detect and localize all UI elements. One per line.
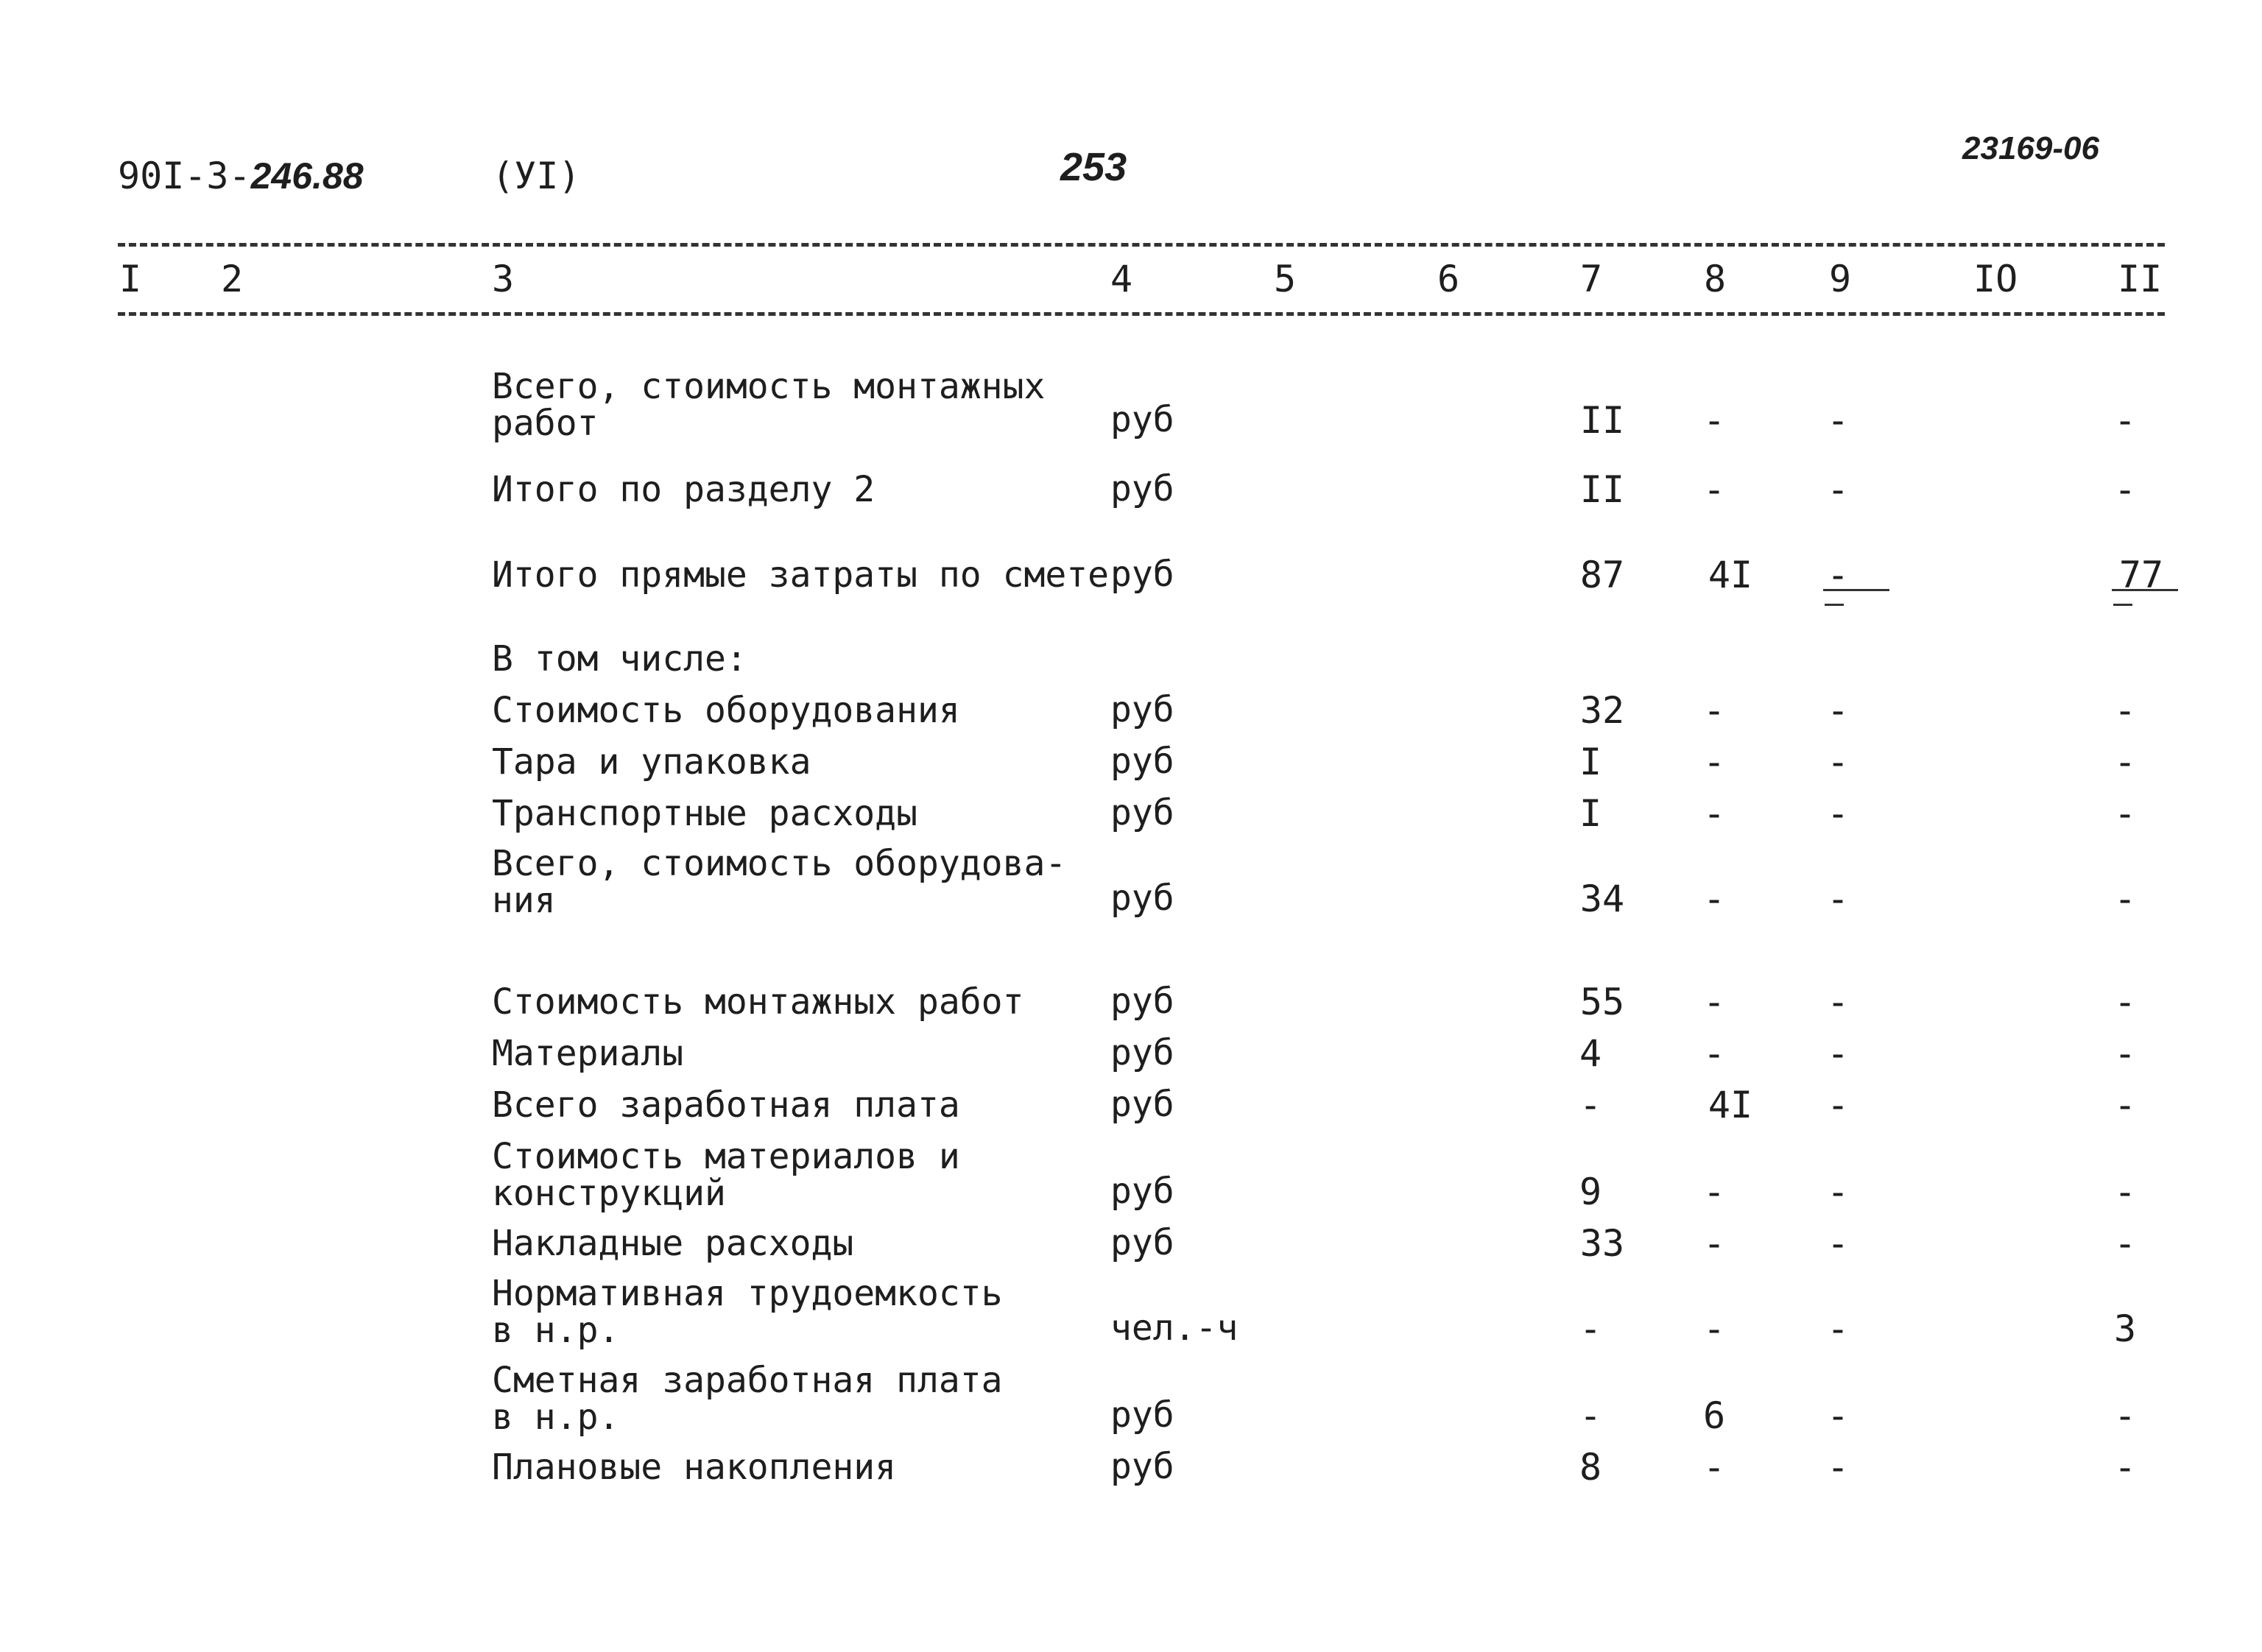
row-value-col7: II	[1579, 468, 1625, 511]
underline-mark	[1825, 604, 1844, 606]
row-value-col8: -	[1702, 981, 1726, 1023]
column-number-11: II	[2118, 258, 2163, 300]
row-value-col7: 34	[1579, 878, 1625, 920]
row-value-col11: 77	[2118, 554, 2164, 596]
header-rule-bottom	[118, 312, 2165, 316]
row-label: Материалы	[492, 1033, 684, 1074]
row-value-col11: -	[2113, 689, 2137, 732]
row-value-col8: -	[1702, 689, 1726, 732]
row-unit: руб	[1110, 981, 1174, 1022]
row-label: Плановые накопления	[492, 1447, 897, 1488]
row-value-col8: -	[1702, 468, 1726, 511]
row-unit: руб	[1110, 878, 1174, 919]
column-number-7: 7	[1580, 258, 1603, 300]
row-value-col11: -	[2113, 878, 2137, 920]
row-unit: руб	[1110, 399, 1174, 440]
row-unit: руб	[1110, 468, 1174, 509]
row-unit: руб	[1110, 554, 1174, 595]
document-code-prefix: 90I-3-	[118, 155, 251, 197]
row-value-col7: -	[1579, 1394, 1602, 1437]
row-value-col7: 32	[1579, 689, 1625, 732]
row-label: Нормативная трудоемкость в н.р.	[492, 1273, 1003, 1351]
column-number-6: 6	[1437, 258, 1460, 300]
column-number-9: 9	[1829, 258, 1852, 300]
section-label: (УI)	[492, 155, 581, 197]
row-value-col8: 4I	[1708, 554, 1753, 596]
row-unit: руб	[1110, 689, 1174, 730]
row-value-col7: -	[1579, 1307, 1602, 1350]
row-unit: руб	[1110, 1446, 1174, 1487]
row-value-col7: 4	[1579, 1032, 1602, 1075]
column-number-3: 3	[492, 258, 515, 300]
column-number-1: I	[119, 258, 142, 300]
row-label: Транспортные расходы	[492, 793, 917, 834]
row-value-col11: -	[2113, 1222, 2137, 1265]
row-label: Всего заработная плата	[492, 1084, 960, 1126]
row-value-col8: -	[1702, 741, 1726, 783]
row-value-col11: -	[2113, 468, 2137, 511]
row-label: Сметная заработная плата в н.р.	[492, 1360, 1003, 1438]
row-value-col9: -	[1826, 468, 1850, 511]
row-unit: руб	[1110, 1222, 1174, 1263]
row-unit: руб	[1110, 1394, 1174, 1436]
row-label: Стоимость монтажных работ	[492, 981, 1024, 1023]
page-number: 253	[1060, 145, 1127, 189]
row-value-col9: -	[1826, 792, 1850, 835]
row-value-col9: -	[1826, 1307, 1850, 1350]
row-label: В том числе:	[492, 638, 747, 679]
row-value-col7: 8	[1579, 1446, 1602, 1489]
row-value-col7: 87	[1579, 554, 1625, 596]
row-value-col8: -	[1702, 399, 1726, 442]
row-value-col11: -	[2113, 399, 2137, 442]
row-value-col7: 9	[1579, 1171, 1602, 1213]
document-code	[118, 155, 364, 197]
row-value-col11: -	[2113, 1084, 2137, 1126]
column-number-10: IO	[1973, 258, 2018, 300]
row-label: Накладные расходы	[492, 1223, 854, 1264]
row-value-col9: -	[1826, 1394, 1850, 1437]
row-value-col7: I	[1579, 792, 1602, 835]
row-value-col9: -	[1826, 1032, 1850, 1075]
row-value-col11: -	[2113, 741, 2137, 783]
row-value-col8: 4I	[1708, 1084, 1753, 1126]
row-value-col9: -	[1826, 1171, 1850, 1213]
column-number-8: 8	[1704, 258, 1727, 300]
row-unit: руб	[1110, 1171, 1174, 1212]
row-value-col8: -	[1702, 1222, 1726, 1265]
row-value-col8: -	[1702, 792, 1726, 835]
row-value-col11: -	[2113, 1032, 2137, 1075]
row-label: Стоимость оборудования	[492, 690, 960, 731]
row-unit: чел.-ч	[1110, 1307, 1239, 1349]
header-rule-top	[118, 243, 2165, 247]
row-unit: руб	[1110, 792, 1174, 833]
row-label: Итого по разделу 2	[492, 469, 875, 510]
row-value-col9: -	[1826, 981, 1850, 1023]
column-number-5: 5	[1274, 258, 1297, 300]
row-value-col7: 33	[1579, 1222, 1625, 1265]
row-value-col9: -	[1826, 1222, 1850, 1265]
row-unit: руб	[1110, 1032, 1174, 1073]
column-number-4: 4	[1110, 258, 1133, 300]
underline-mark	[1823, 589, 1889, 591]
row-value-col9: -	[1826, 878, 1850, 920]
row-value-col9: -	[1826, 1446, 1850, 1489]
underline-mark	[2113, 604, 2132, 606]
row-value-col11: -	[2113, 981, 2137, 1023]
row-value-col8: -	[1702, 1307, 1726, 1350]
row-value-col9: -	[1826, 689, 1850, 732]
row-value-col8: 6	[1702, 1394, 1726, 1437]
row-value-col7: II	[1579, 399, 1625, 442]
row-value-col9: -	[1826, 1084, 1850, 1126]
row-value-col7: I	[1579, 741, 1602, 783]
row-unit: руб	[1110, 1084, 1174, 1125]
row-value-col11: -	[2113, 1171, 2137, 1213]
archive-number: 23169-06	[1962, 130, 2099, 166]
row-value-col7: 55	[1579, 981, 1625, 1023]
row-value-col8: -	[1702, 1446, 1726, 1489]
row-label: Всего, стоимость монтажных работ	[492, 366, 1046, 444]
row-value-col9: -	[1826, 399, 1850, 442]
underline-mark	[2112, 589, 2178, 591]
row-label: Итого прямые затраты по смете	[492, 554, 1110, 596]
row-label: Всего, стоимость оборудова- ния	[492, 843, 1067, 921]
row-value-col7: -	[1579, 1084, 1602, 1126]
row-label: Стоимость материалов и конструкций	[492, 1136, 960, 1214]
row-value-col11: -	[2113, 1446, 2137, 1489]
row-value-col9: -	[1826, 741, 1850, 783]
row-value-col8: -	[1702, 1171, 1726, 1213]
row-value-col11: -	[2113, 792, 2137, 835]
row-value-col11: 3	[2113, 1307, 2137, 1350]
row-value-col8: -	[1702, 878, 1726, 920]
row-value-col11: -	[2113, 1394, 2137, 1437]
row-label: Тара и упаковка	[492, 741, 811, 783]
column-number-2: 2	[221, 258, 244, 300]
document-code-number: 246.88	[250, 155, 364, 197]
row-unit: руб	[1110, 741, 1174, 782]
row-value-col9: -	[1826, 554, 1850, 596]
row-value-col8: -	[1702, 1032, 1726, 1075]
